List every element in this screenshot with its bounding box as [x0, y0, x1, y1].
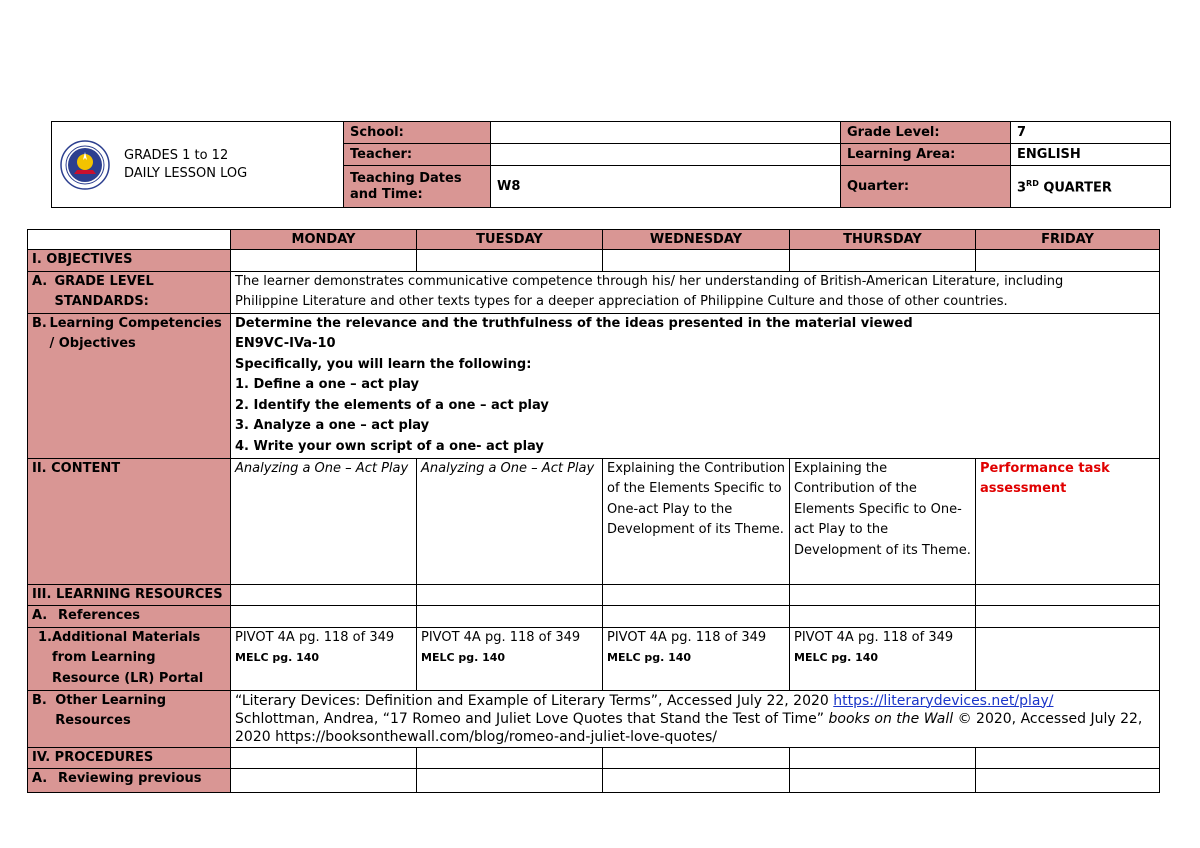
- standards-row: [28, 271, 1160, 313]
- other-line2a: Schlottman, Andrea, “17 Romeo and Juliet Love Quotes that Stand the Test of Time”: [235, 710, 829, 727]
- header-table: [51, 121, 1171, 208]
- day-header-wednesday: WEDNESDAY: [603, 230, 790, 250]
- standards-line2: Philippine Literature and other texts types for a deeper appreciation of Philippine Culture and those of other countries.: [235, 294, 1008, 309]
- resources-thursday[interactable]: [790, 584, 976, 606]
- references-thursday[interactable]: [790, 606, 976, 628]
- competency-line: 1. Define a one – act play: [235, 377, 420, 392]
- reviewing-thursday[interactable]: [790, 769, 976, 793]
- procedures-wednesday[interactable]: [603, 747, 790, 769]
- references-row: [28, 606, 1160, 628]
- competency-label-cell: [28, 313, 231, 458]
- competency-line: 4. Write your own script of a one- act play: [235, 438, 544, 454]
- literary-devices-link[interactable]: https://literarydevices.net/play/: [833, 692, 1054, 709]
- standards-text[interactable]: [231, 271, 1160, 313]
- teacher-label: Teacher:: [344, 144, 491, 166]
- grade-level-value[interactable]: 7: [1011, 122, 1171, 144]
- school-value[interactable]: [491, 122, 841, 144]
- resources-monday[interactable]: [231, 584, 417, 606]
- pivot-ref: PIVOT 4A pg. 118 of 349: [235, 629, 395, 645]
- additional-label-cell: [28, 627, 231, 690]
- other-line3: 2020 https://booksonthewall.com/blog/romeo-and-juliet-love-quotes/: [235, 728, 717, 745]
- learning-area-value[interactable]: ENGLISH: [1011, 144, 1171, 166]
- additional-label: Additional Materials from Learning Resource (LR) Portal: [51, 629, 204, 686]
- content-row: [28, 458, 1160, 584]
- standards-label: GRADE LEVEL STANDARDS:: [54, 273, 154, 309]
- other-line2b: books on the Wall: [828, 710, 954, 727]
- objectives-monday[interactable]: [231, 250, 417, 272]
- reviewing-row: [28, 769, 1160, 793]
- references-monday[interactable]: [231, 606, 417, 628]
- school-label: School:: [344, 122, 491, 144]
- competency-line: 3. Analyze a one – act play: [235, 418, 430, 433]
- additional-tuesday[interactable]: [417, 627, 603, 690]
- competency-line: 2. Identify the elements of a one – act play: [235, 397, 549, 413]
- procedures-monday[interactable]: [231, 747, 417, 769]
- standards-line1: The learner demonstrates communicative competence through his/ her understanding of British-American Literature, including: [235, 273, 1064, 289]
- other-label-cell: [28, 690, 231, 747]
- other-label: Other Learning Resources: [55, 692, 167, 728]
- melc-ref: MELC pg. 140: [794, 651, 879, 664]
- other-resources-text[interactable]: [231, 690, 1160, 747]
- reviewing-tuesday[interactable]: [417, 769, 603, 793]
- day-header-monday: MONDAY: [231, 230, 417, 250]
- additional-friday[interactable]: [976, 627, 1160, 690]
- competency-line: Determine the relevance and the truthfulness of the ideas presented in the material viewed: [235, 315, 913, 331]
- pivot-ref: PIVOT 4A pg. 118 of 349: [794, 629, 954, 645]
- additional-thursday[interactable]: [790, 627, 976, 690]
- content-friday[interactable]: Performance task assessment: [976, 458, 1160, 584]
- deped-seal-icon: [60, 140, 110, 190]
- procedures-tuesday[interactable]: [417, 747, 603, 769]
- other-num: B.: [32, 692, 47, 708]
- content-wednesday[interactable]: Explaining the Contribution of the Elements Specific to One-act Play to the Development of its Theme.: [603, 458, 790, 584]
- resources-row: [28, 584, 1160, 606]
- procedures-heading: IV. PROCEDURES: [28, 747, 231, 769]
- competency-num: B.: [32, 315, 47, 331]
- melc-ref: MELC pg. 140: [421, 651, 506, 664]
- teaching-dates-value[interactable]: W8: [491, 166, 841, 208]
- references-wednesday[interactable]: [603, 606, 790, 628]
- day-header-tuesday: TUESDAY: [417, 230, 603, 250]
- standards-label-cell: [28, 271, 231, 313]
- references-tuesday[interactable]: [417, 606, 603, 628]
- resources-friday[interactable]: [976, 584, 1160, 606]
- header-title-line2: DAILY LESSON LOG: [124, 165, 248, 181]
- references-label: References: [58, 608, 141, 623]
- standards-num: A.: [32, 273, 48, 289]
- resources-tuesday[interactable]: [417, 584, 603, 606]
- references-num: A.: [32, 608, 48, 623]
- resources-heading: III. LEARNING RESOURCES: [28, 584, 231, 606]
- procedures-friday[interactable]: [976, 747, 1160, 769]
- quarter-label: Quarter:: [841, 166, 1011, 208]
- procedures-thursday[interactable]: [790, 747, 976, 769]
- teacher-value[interactable]: [491, 144, 841, 166]
- reviewing-friday[interactable]: [976, 769, 1160, 793]
- objectives-row: [28, 250, 1160, 272]
- reviewing-label-cell: [28, 769, 231, 793]
- day-header-thursday: THURSDAY: [790, 230, 976, 250]
- day-header-friday: FRIDAY: [976, 230, 1160, 250]
- competency-row: [28, 313, 1160, 458]
- day-header-row: [28, 230, 1160, 250]
- other-resources-row: [28, 690, 1160, 747]
- reviewing-label: Reviewing previous: [58, 771, 202, 786]
- resources-wednesday[interactable]: [603, 584, 790, 606]
- teaching-dates-label: Teaching Dates and Time:: [344, 166, 491, 208]
- procedures-row: [28, 747, 1160, 769]
- competency-line: Specifically, you will learn the following:: [235, 356, 532, 372]
- additional-monday[interactable]: [231, 627, 417, 690]
- references-label-cell: [28, 606, 231, 628]
- content-heading: II. CONTENT: [28, 458, 231, 584]
- objectives-heading: I. OBJECTIVES: [28, 250, 231, 272]
- melc-ref: MELC pg. 140: [235, 651, 320, 664]
- additional-num: 1.: [38, 629, 52, 645]
- quarter-value[interactable]: 3RD QUARTER: [1011, 166, 1171, 208]
- pivot-ref: PIVOT 4A pg. 118 of 349: [421, 629, 581, 645]
- other-line2c: © 2020, Accessed July 22,: [953, 710, 1143, 727]
- competency-text[interactable]: [231, 313, 1160, 458]
- additional-materials-row: [28, 627, 1160, 690]
- other-line1: “Literary Devices: Definition and Example of Literary Terms”, Accessed July 22, 2020: [235, 692, 834, 709]
- objectives-friday[interactable]: [976, 250, 1160, 272]
- melc-ref: MELC pg. 140: [607, 651, 692, 664]
- references-friday[interactable]: [976, 606, 1160, 628]
- content-thursday[interactable]: Explaining the Contribution of the Elements Specific to One-act Play to the Development of its Theme.: [790, 458, 976, 584]
- objectives-tuesday[interactable]: [417, 250, 603, 272]
- header-logo-cell: [52, 122, 344, 208]
- competency-line: EN9VC-IVa-10: [235, 336, 336, 351]
- competency-label: Learning Competencies / Objectives: [49, 315, 222, 351]
- content-tuesday[interactable]: Analyzing a One – Act Play: [417, 458, 603, 584]
- objectives-thursday[interactable]: [790, 250, 976, 272]
- grade-level-label: Grade Level:: [841, 122, 1011, 144]
- pivot-ref: PIVOT 4A pg. 118 of 349: [607, 629, 767, 645]
- learning-area-label: Learning Area:: [841, 144, 1011, 166]
- reviewing-num: A.: [32, 771, 48, 786]
- content-monday[interactable]: Analyzing a One – Act Play: [231, 458, 417, 584]
- reviewing-monday[interactable]: [231, 769, 417, 793]
- reviewing-wednesday[interactable]: [603, 769, 790, 793]
- header-title-line1: GRADES 1 to 12: [124, 147, 229, 163]
- lesson-log-table: [27, 229, 1160, 793]
- objectives-wednesday[interactable]: [603, 250, 790, 272]
- additional-wednesday[interactable]: [603, 627, 790, 690]
- corner-cell: [28, 230, 231, 250]
